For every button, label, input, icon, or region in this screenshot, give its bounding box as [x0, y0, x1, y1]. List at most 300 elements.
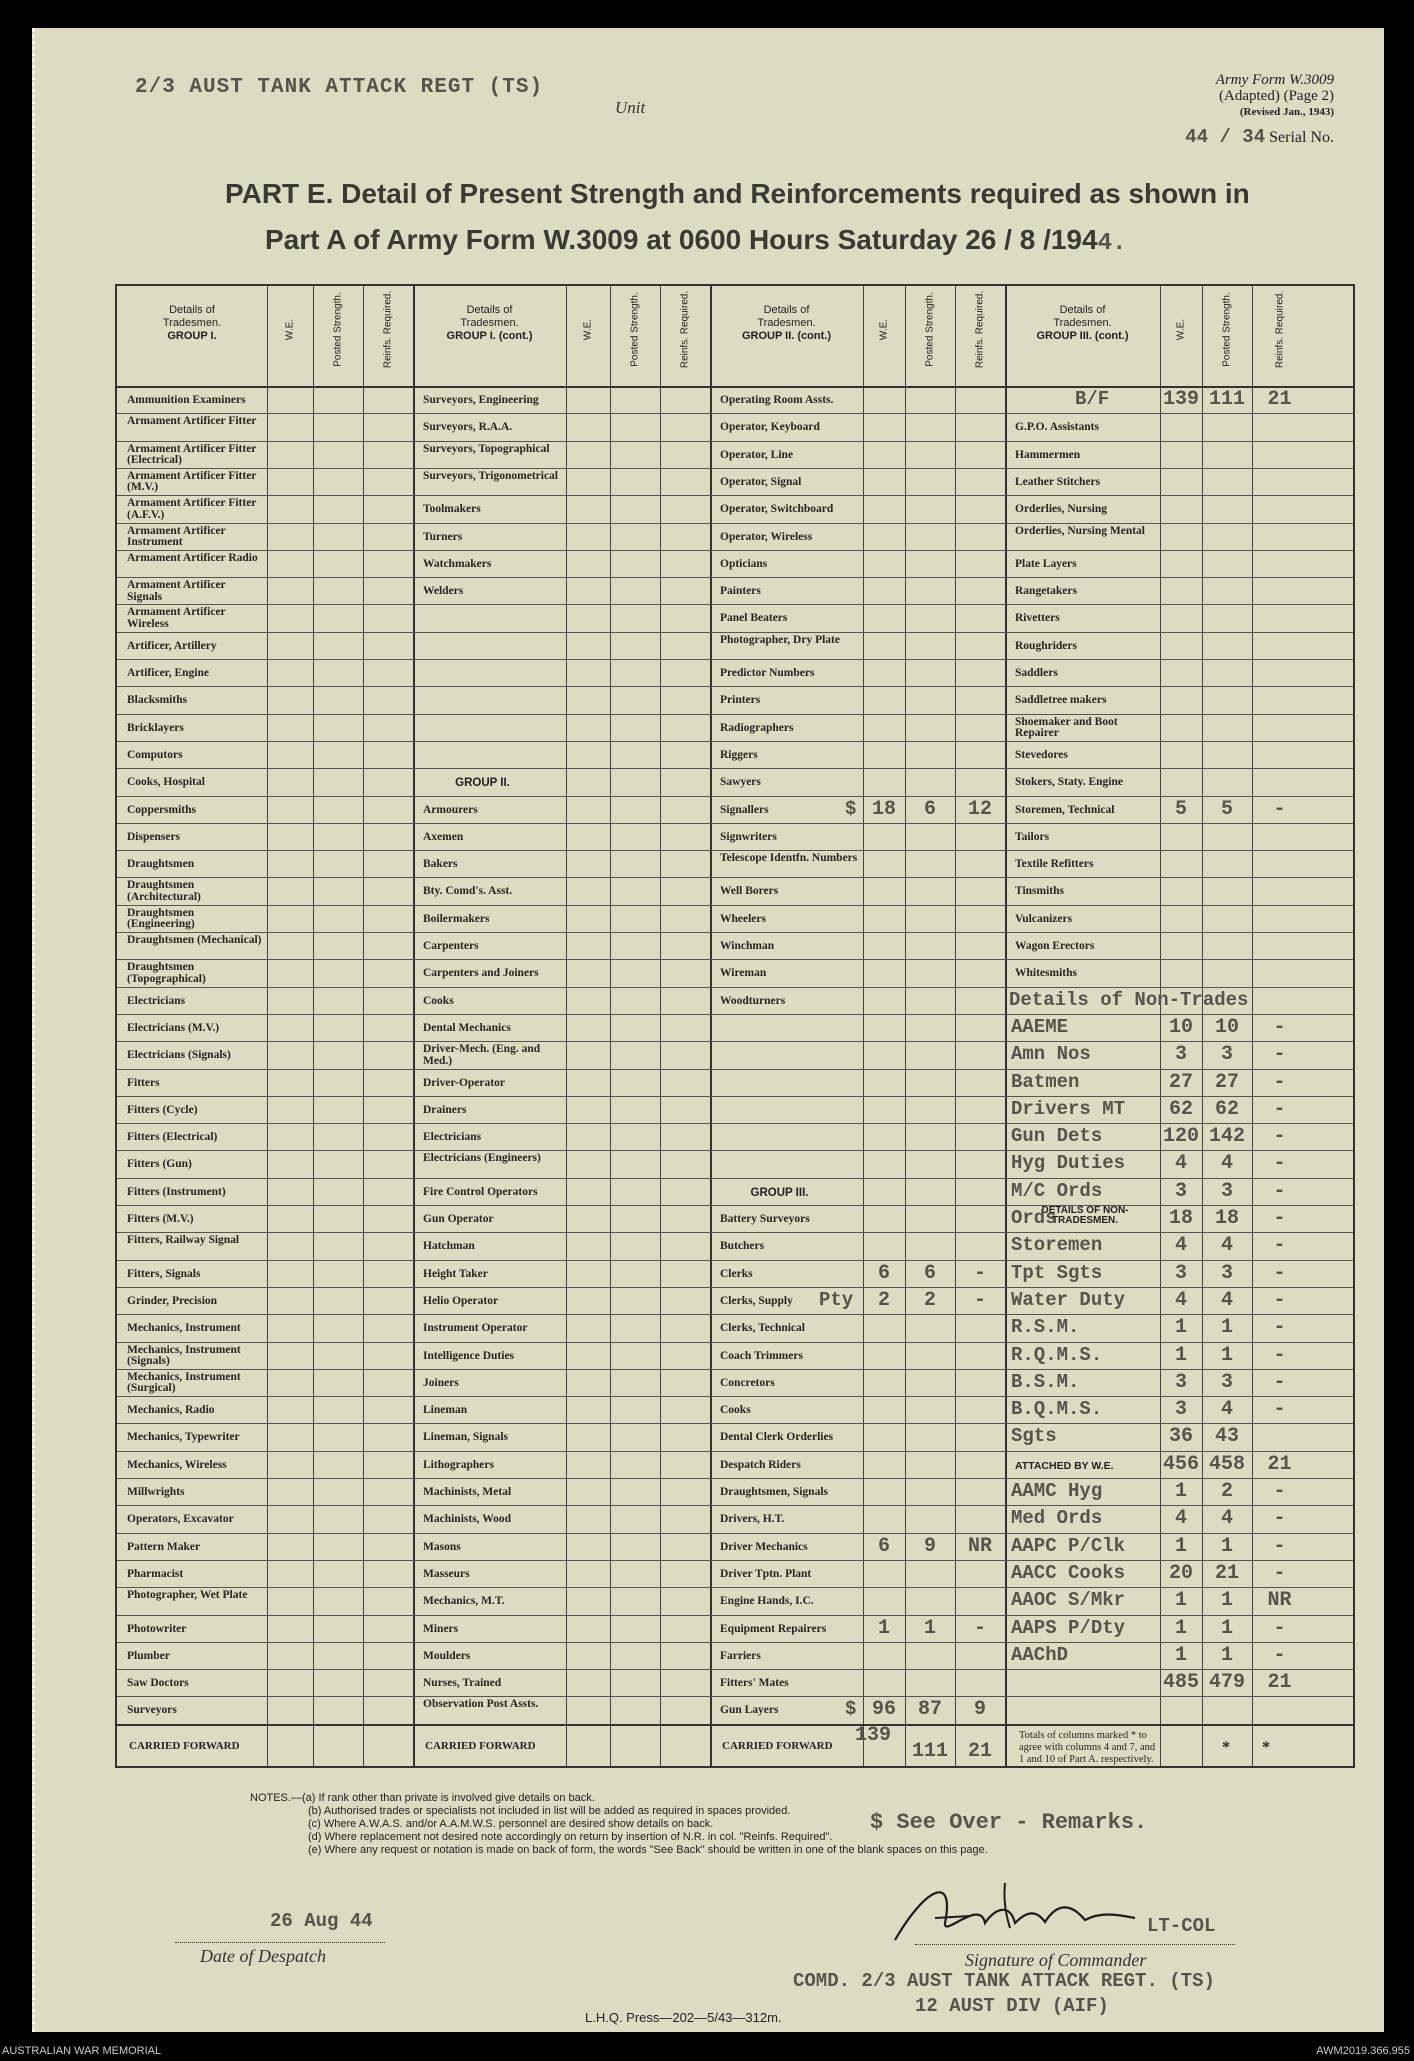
row-label: Woodturners — [720, 994, 786, 1007]
row-label: Bty. Comd's. Asst. — [423, 885, 513, 898]
row-line — [117, 850, 1353, 851]
row-line — [117, 1587, 1353, 1588]
row-label: Stokers, Staty. Engine — [1015, 776, 1123, 789]
row-line — [117, 741, 1353, 742]
row-label: Drivers, H.T. — [720, 1513, 785, 1526]
margin-mark: $ — [845, 1698, 857, 1721]
row-line — [117, 1205, 1353, 1206]
row-line — [117, 987, 1353, 988]
column-header-details — [1005, 304, 1160, 343]
row-line — [117, 932, 1353, 933]
we-value: 4 — [1174, 1234, 1187, 1258]
we-value: 27 — [1168, 1070, 1193, 1094]
row-label: Machinists, Wood — [423, 1513, 511, 1526]
form-number — [1216, 72, 1334, 120]
row-label: G.P.O. Assistants — [1015, 421, 1099, 434]
notes — [250, 1792, 988, 1857]
row-label: Orderlies, Nursing Mental — [1015, 524, 1145, 537]
posted-value: 1 — [923, 1616, 936, 1640]
posted-value: 9 — [923, 1534, 936, 1558]
we-value: 20 — [1168, 1561, 1193, 1585]
footer-rule — [117, 1724, 1353, 1726]
row-label: Operator, Wireless — [720, 530, 813, 543]
row-label: Painters — [720, 585, 761, 598]
header-reinfs: Reinfs. Required. — [382, 290, 394, 369]
row-line — [117, 1369, 1353, 1370]
posted-value: 1 — [1220, 1643, 1233, 1667]
row-label: Blacksmiths — [127, 694, 188, 707]
row-label: Roughriders — [1015, 639, 1077, 652]
row-label: Lineman, Signals — [423, 1431, 508, 1444]
row-label: Concretors — [720, 1376, 775, 1389]
row-label: Armourers — [423, 803, 478, 816]
row-line — [117, 686, 1353, 687]
entry-label: R.Q.M.S. — [1011, 1343, 1103, 1366]
column-header-details — [710, 304, 863, 343]
row-label: Fitters, Railway Signal — [127, 1234, 240, 1247]
posted-value: 6 — [923, 797, 936, 821]
row-label: Printers — [720, 694, 761, 707]
entry-label: Amn Nos — [1011, 1043, 1091, 1066]
posted-value: 111 — [1208, 388, 1245, 411]
row-label: Draughtsmen (Engineering) — [127, 906, 195, 931]
row-label: Driver Mechanics — [720, 1540, 808, 1553]
despatch-date: 26 Aug 44 — [270, 1910, 373, 1932]
row-label: Operators, Excavator — [127, 1513, 234, 1526]
posted-value: 62 — [1214, 1097, 1239, 1121]
row-label: Height Taker — [423, 1267, 488, 1280]
we-value: 6 — [877, 1534, 890, 1558]
we-value: 3 — [1174, 1370, 1187, 1394]
reinfs-value: - — [1273, 1343, 1286, 1367]
posted-value: 4 — [1220, 1398, 1233, 1422]
row-label: Fitters (Cycle) — [127, 1103, 198, 1116]
entry-label: AACC Cooks — [1011, 1561, 1126, 1584]
serial-number — [1185, 126, 1334, 148]
row-label: Axemen — [423, 830, 464, 843]
carried-forward-label: CARRIED FORWARD — [129, 1739, 240, 1752]
we-value: 4 — [1174, 1288, 1187, 1312]
commander-unit-line2: 12 AUST DIV (AIF) — [915, 1995, 1109, 2017]
row-label: Draughtsmen (Architectural) — [127, 879, 201, 903]
totals-note: Totals of columns marked * to agree with columns 4 and 7, and 1 and 10 of Part A. respectively. — [1019, 1729, 1156, 1765]
reinfs-value: - — [1273, 1398, 1286, 1422]
row-label: Surveyors, Engineering — [423, 394, 539, 406]
row-line — [117, 1069, 1353, 1070]
title-date-typed: 4. — [1097, 230, 1127, 257]
entry-label: Drivers MT — [1011, 1097, 1126, 1120]
group-heading: GROUP III. — [750, 1186, 809, 1199]
reinfs-value: - — [1273, 1316, 1286, 1340]
note-a: NOTES.—(a) If rank other than private is involved give details on back. — [250, 1792, 595, 1804]
row-label: Photographer, Dry Plate — [720, 633, 840, 646]
row-label: Mechanics, Instrument — [127, 1322, 241, 1335]
row-label: Masons — [423, 1540, 461, 1553]
row-label: Storemen, Technical — [1015, 803, 1115, 816]
title-date: 26 / 8 /194 — [965, 224, 1098, 255]
row-label: Wagon Erectors — [1015, 940, 1095, 952]
entry-label: M/C Ords — [1011, 1179, 1103, 1202]
posted-value: 4 — [1220, 1507, 1233, 1531]
row-line — [117, 796, 1353, 797]
reinfs-value: - — [1273, 1125, 1286, 1149]
row-label: Artificer, Artillery — [127, 639, 217, 652]
row-label: Mechanics, Wireless — [127, 1458, 227, 1471]
reinfs-value: 21 — [1267, 1671, 1292, 1695]
row-label: Boilermakers — [423, 912, 490, 925]
row-label: Electricians — [127, 994, 186, 1007]
row-line — [117, 577, 1353, 578]
row-label: Joiners — [423, 1376, 459, 1389]
row-label: Operator, Keyboard — [720, 421, 820, 434]
reinfs-value: NR — [1267, 1589, 1292, 1613]
row-line — [117, 877, 1353, 878]
header-posted: Posted Strength. — [1221, 292, 1233, 367]
row-label: Dental Mechanics — [423, 1021, 511, 1034]
unit-typed: 2/3 AUST TANK ATTACK REGT (TS) — [135, 76, 544, 99]
row-label: Clerks, Supply — [720, 1294, 793, 1307]
row-label: Carpenters and Joiners — [423, 967, 539, 980]
row-label: Draughtsmen (Topographical) — [127, 961, 206, 985]
row-line — [117, 1260, 1353, 1261]
row-label: Fitters (Gun) — [127, 1158, 192, 1171]
entry-label: B.S.M. — [1011, 1370, 1080, 1393]
row-label: Wireman — [720, 967, 767, 980]
row-label: Farriers — [720, 1649, 761, 1662]
group-label: GROUP I. (cont.) — [446, 330, 533, 342]
row-line — [117, 468, 1353, 469]
row-label: Well Borers — [720, 885, 779, 898]
row-label: Lineman — [423, 1404, 468, 1417]
row-label: Miners — [423, 1622, 459, 1635]
reinfs-value: - — [1273, 1616, 1286, 1640]
row-label: Hammermen — [1015, 448, 1081, 461]
posted-value: 479 — [1208, 1671, 1245, 1695]
reinfs-value: - — [973, 1261, 986, 1285]
row-label: Draughtsmen, Signals — [720, 1486, 828, 1498]
row-label: Plumber — [127, 1649, 170, 1662]
row-label: Fire Control Operators — [423, 1185, 538, 1198]
posted-value: 87 — [917, 1698, 942, 1722]
reinfs-value: 21 — [1267, 388, 1292, 411]
row-line — [117, 905, 1353, 906]
entry-label: AAOC S/Mkr — [1011, 1589, 1126, 1612]
row-label: Armament Artificer Instrument — [127, 524, 226, 548]
posted-value: 18 — [1214, 1207, 1239, 1230]
header-we: W.E. — [284, 318, 296, 341]
row-label: Grinder, Precision — [127, 1294, 218, 1307]
row-label: Driver-Operator — [423, 1076, 505, 1089]
reinfs-value: - — [1273, 1070, 1286, 1094]
commander-rank: LT-COL — [1147, 1915, 1216, 1937]
strength-table — [115, 284, 1355, 1768]
row-label: Drainers — [423, 1103, 467, 1116]
details-label: Details of Tradesmen. — [162, 304, 222, 329]
row-label: Mechanics, Instrument (Surgical) — [127, 1370, 241, 1395]
star-posted: * — [1222, 1739, 1230, 1756]
row-label: Tinsmiths — [1015, 885, 1065, 898]
we-value: 18 — [871, 797, 896, 821]
row-label: Photographer, Wet Plate — [127, 1589, 248, 1602]
we-value: 3 — [1174, 1398, 1187, 1422]
signature-line — [915, 1944, 1235, 1945]
row-label: Radiographers — [720, 721, 794, 734]
group-label: GROUP II. (cont.) — [741, 330, 832, 342]
row-line — [117, 1014, 1353, 1015]
row-label: Bakers — [423, 858, 458, 871]
row-line — [117, 1478, 1353, 1479]
row-line — [117, 1041, 1353, 1042]
row-label: Armament Artificer Fitter (A.F.V.) — [127, 497, 257, 521]
reinfs-value: - — [973, 1288, 986, 1312]
row-label: Surveyors, Topographical — [423, 442, 550, 455]
row-label: Pattern Maker — [127, 1540, 201, 1553]
row-label: Cooks — [720, 1404, 751, 1417]
we-value: 3 — [1174, 1261, 1187, 1285]
row-label: Shoemaker and Boot Repairer — [1015, 715, 1118, 740]
reinfs-value: - — [1273, 1015, 1286, 1039]
row-label: Whitesmiths — [1015, 967, 1077, 980]
column-line — [566, 286, 567, 1766]
margin-mark: $ — [845, 797, 857, 820]
row-label: Operator, Signal — [720, 475, 802, 488]
row-line — [117, 1423, 1353, 1424]
row-label: Intelligence Duties — [423, 1349, 515, 1362]
row-label: Wheelers — [720, 912, 766, 925]
row-line — [117, 1615, 1353, 1616]
row-label: Electricians (M.V.) — [127, 1021, 220, 1034]
we-value: 36 — [1168, 1425, 1193, 1449]
header-we: W.E. — [878, 318, 890, 341]
we-value: 1 — [1174, 1589, 1187, 1613]
row-label: Armament Artificer Fitter (Electrical) — [127, 442, 257, 467]
row-line — [117, 1232, 1353, 1233]
header-reinfs: Reinfs. Required. — [679, 290, 691, 369]
row-line — [117, 1533, 1353, 1534]
posted-value: 2 — [1220, 1480, 1233, 1503]
despatch-label: Date of Despatch — [200, 1946, 326, 1966]
we-value: 4 — [1174, 1152, 1187, 1176]
row-label: Welders — [423, 585, 464, 598]
row-label: Fitters (Instrument) — [127, 1185, 226, 1198]
row-label: Mechanics, Radio — [127, 1404, 215, 1417]
row-label: Hatchman — [423, 1240, 475, 1253]
column-line — [267, 286, 268, 1766]
we-value: 10 — [1168, 1015, 1193, 1039]
row-label: Instrument Operator — [423, 1322, 528, 1335]
group-heading: GROUP II. — [455, 777, 510, 790]
row-label: Riggers — [720, 748, 758, 761]
entry-label: Tpt Sgts — [1011, 1261, 1103, 1284]
posted-value: 5 — [1220, 797, 1233, 821]
group-label: GROUP I. — [167, 330, 217, 342]
row-line — [117, 1451, 1353, 1452]
row-label: Pharmacist — [127, 1567, 184, 1580]
posted-value: 3 — [1220, 1261, 1233, 1285]
row-label: Clerks, Technical — [720, 1322, 805, 1335]
remarks-typed: $ See Over - Remarks. — [870, 1810, 1148, 1835]
row-line — [117, 714, 1353, 715]
row-label: Armament Artificer Signals — [127, 579, 226, 603]
serial-label: Serial No. — [1269, 129, 1334, 146]
entry-label: Sgts — [1011, 1425, 1057, 1448]
we-value: 1 — [877, 1616, 890, 1640]
header-posted: Posted Strength. — [332, 292, 344, 367]
row-label: Lithographers — [423, 1458, 494, 1471]
row-label: Bricklayers — [127, 721, 184, 734]
entry-label: AAChD — [1011, 1643, 1069, 1666]
row-line — [117, 1150, 1353, 1151]
we-value: 2 — [877, 1288, 890, 1312]
note-d: (d) Where replacement not desired note accordingly on return by insertion of N.R. in col. "Reinfs. Required". — [308, 1831, 833, 1843]
reinfs-value: - — [1273, 1207, 1286, 1230]
posted-value: 1 — [1220, 1616, 1233, 1640]
archive-label-left: AUSTRALIAN WAR MEMORIAL — [2, 2045, 162, 2057]
row-line — [117, 1642, 1353, 1643]
reinfs-value: - — [1273, 1370, 1286, 1394]
we-value: 3 — [1174, 1179, 1187, 1203]
entry-label: AAPS P/Dty — [1011, 1616, 1126, 1639]
row-label: Electricians — [423, 1131, 482, 1144]
row-line — [117, 1123, 1353, 1124]
header-we: W.E. — [1175, 318, 1187, 341]
form-line2: (Adapted) (Page 2) — [1219, 88, 1334, 104]
column-line — [610, 286, 611, 1766]
we-value: 456 — [1162, 1452, 1199, 1476]
commander-signature — [885, 1878, 1145, 1948]
printer-line: L.H.Q. Press—202—5/43—312m. — [585, 2010, 782, 2025]
row-line — [117, 495, 1353, 496]
we-value: 5 — [1174, 797, 1187, 821]
reinfs-value: 21 — [1267, 1452, 1292, 1476]
row-label: Winchman — [720, 940, 775, 952]
details-label: Details of Tradesmen. — [460, 304, 519, 329]
row-label: Observation Post Assts. — [423, 1698, 539, 1711]
carried-reinfs: 21 — [967, 1739, 992, 1763]
header-posted: Posted Strength. — [629, 292, 641, 367]
row-label: Dental Clerk Orderlies — [720, 1431, 834, 1444]
row-label: Tailors — [1015, 830, 1050, 843]
row-label: Fitters — [127, 1076, 160, 1089]
nontrades-title: Details of Non-Trades — [1009, 988, 1249, 1011]
form-line3: (Revised Jan., 1943) — [1239, 106, 1334, 118]
row-line — [117, 1505, 1353, 1506]
row-label: Surveyors — [127, 1704, 177, 1717]
archive-id: AWM2019.366.955 — [1316, 2045, 1410, 2057]
row-label: Coppersmiths — [127, 803, 197, 816]
posted-value: 3 — [1220, 1179, 1233, 1203]
we-value: 1 — [1174, 1480, 1187, 1503]
header-reinfs: Reinfs. Required. — [974, 290, 986, 369]
reinfs-value: - — [1273, 1643, 1286, 1667]
carried-we: 139 — [854, 1723, 891, 1747]
we-value: 6 — [877, 1261, 890, 1285]
reinfs-value: - — [1273, 1288, 1286, 1312]
row-label: Driver Tptn. Plant — [720, 1567, 812, 1580]
posted-value: 1 — [1220, 1343, 1233, 1367]
carried-forward-label: CARRIED FORWARD — [722, 1739, 833, 1752]
column-divider — [413, 286, 415, 1766]
row-label: Helio Operator — [423, 1294, 499, 1307]
row-label: Armament Artificer Fitter (M.V.) — [127, 469, 257, 494]
carried-posted: 111 — [911, 1739, 948, 1763]
row-label: Draughtsmen — [127, 858, 195, 871]
unit-label: Unit — [615, 98, 646, 117]
reinfs-value: - — [1273, 1152, 1286, 1176]
row-line — [117, 959, 1353, 960]
title-line1: PART E. Detail of Present Strength and Reinforcements required as shown in — [225, 178, 1250, 209]
row-label: Stevedores — [1015, 748, 1068, 761]
reinfs-value: 12 — [967, 797, 992, 821]
row-label: Fitters' Mates — [720, 1677, 789, 1690]
row-label: Sawyers — [720, 776, 761, 789]
entry-label: Batmen — [1011, 1070, 1080, 1093]
row-label: Armament Artificer Wireless — [127, 606, 226, 630]
reinfs-value: - — [1273, 1480, 1286, 1503]
we-value: 1 — [1174, 1343, 1187, 1367]
row-label: Telescope Identfn. Numbers — [720, 852, 858, 865]
row-label: Saw Doctors — [127, 1677, 189, 1690]
row-label: Predictor Numbers — [720, 667, 815, 679]
posted-value: 6 — [923, 1261, 936, 1285]
carried-forward-label: CARRIED FORWARD — [425, 1739, 536, 1752]
reinfs-value: - — [1273, 1507, 1286, 1531]
row-label: Machinists, Metal — [423, 1486, 512, 1498]
row-label: Orderlies, Nursing — [1015, 503, 1107, 516]
posted-value: 27 — [1214, 1070, 1239, 1094]
row-label: Computors — [127, 748, 183, 761]
row-line — [117, 1342, 1353, 1343]
entry-label: R.S.M. — [1011, 1316, 1080, 1339]
details-label: Details of Tradesmen. — [1053, 304, 1112, 329]
details-label: Details of Tradesmen. — [757, 304, 816, 329]
row-label: Mechanics, M.T. — [423, 1595, 505, 1608]
row-line — [117, 413, 1353, 414]
column-header-details — [413, 304, 566, 343]
column-line — [363, 286, 364, 1766]
row-label: Photowriter — [127, 1622, 187, 1635]
note-b: (b) Authorised trades or specialists not included in list will be added as required in spaces provided. — [308, 1805, 791, 1817]
typed-over: Pty — [819, 1288, 854, 1311]
row-label: Fitters, Signals — [127, 1267, 201, 1280]
reinfs-value: - — [1273, 1179, 1286, 1203]
row-label: Battery Surveyors — [720, 1213, 810, 1225]
row-label: Surveyors, Trigonometrical — [423, 469, 558, 482]
row-line — [117, 1560, 1353, 1561]
row-line — [117, 1396, 1353, 1397]
commander-unit-line1: COMD. 2/3 AUST TANK ATTACK REGT. (TS) — [793, 1970, 1215, 1992]
posted-value: 10 — [1214, 1015, 1239, 1039]
row-label: Cooks, Hospital — [127, 776, 205, 789]
row-label: Moulders — [423, 1649, 471, 1662]
we-value: 1 — [1174, 1316, 1187, 1340]
row-label: Clerks — [720, 1267, 753, 1280]
attached-heading: ATTACHED BY W.E. — [1015, 1459, 1114, 1472]
posted-value: 4 — [1220, 1152, 1233, 1176]
row-label: Ammunition Examiners — [127, 394, 246, 406]
row-label: Rivetters — [1015, 612, 1060, 625]
entry-label: Ords — [1011, 1207, 1057, 1229]
row-label: Textile Refitters — [1015, 858, 1094, 871]
row-label: Signwriters — [720, 830, 777, 843]
row-line — [117, 604, 1353, 605]
row-label: Saddletree makers — [1015, 694, 1107, 707]
entry-label: Storemen — [1011, 1234, 1103, 1257]
we-value: 62 — [1168, 1097, 1193, 1121]
posted-value: 1 — [1220, 1589, 1233, 1613]
we-value: 485 — [1162, 1671, 1199, 1695]
row-label: Armament Artificer Fitter — [127, 415, 257, 428]
